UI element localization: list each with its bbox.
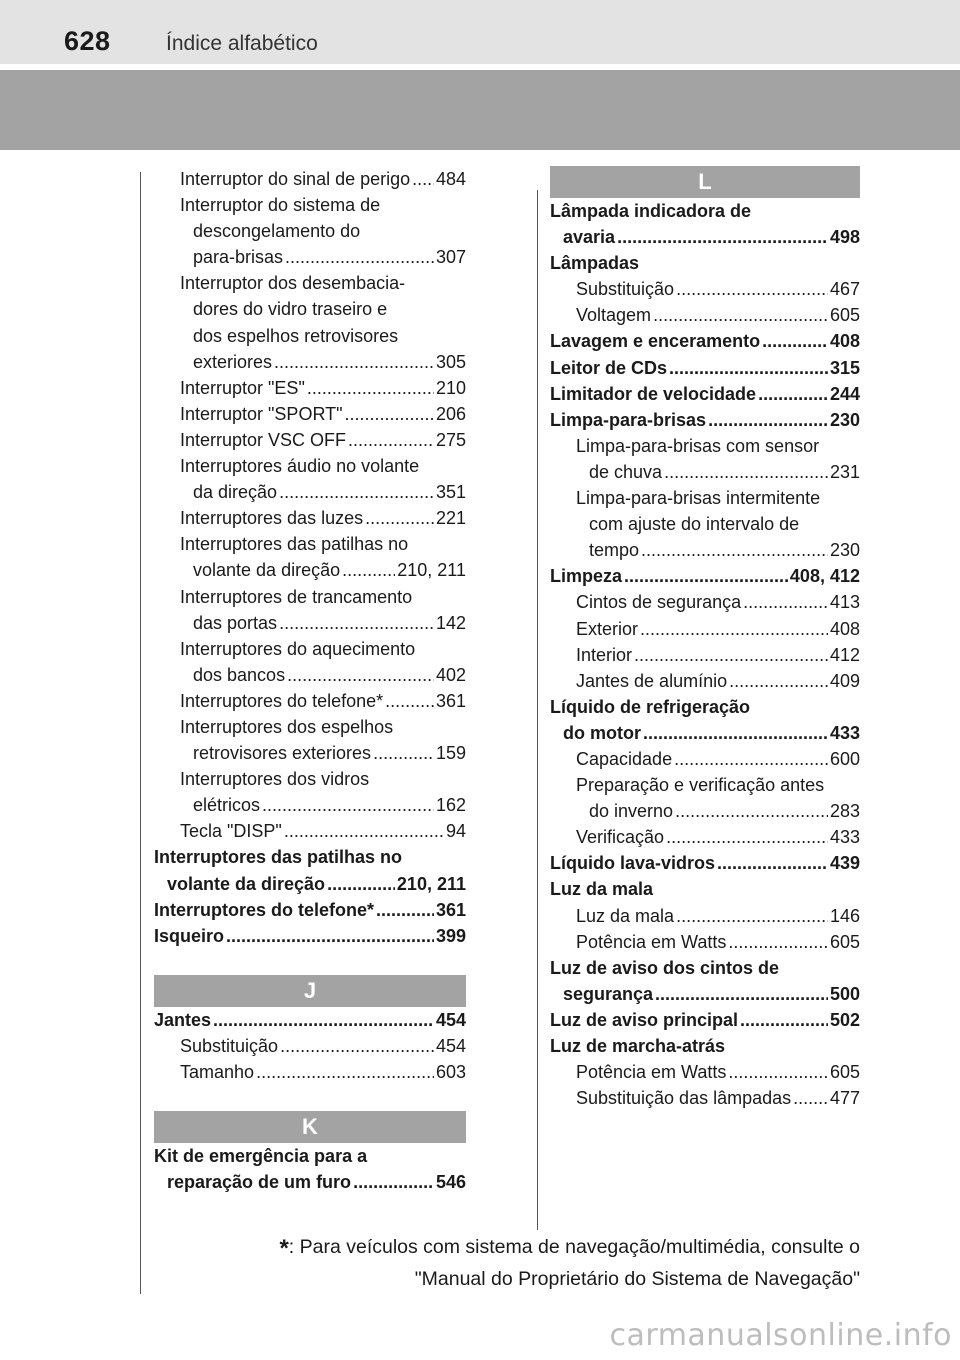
index-entry-text: para-brisas <box>193 247 284 268</box>
index-entry-text: Leitor de CDs <box>550 357 668 378</box>
index-heading-line: Preparação e verificação antes <box>576 775 825 796</box>
index-heading-line: Interruptores do aquecimento <box>180 638 416 659</box>
index-heading-line: Interruptor dos desembacia- <box>180 273 406 294</box>
page-title: Índice alfabético <box>166 32 318 55</box>
section-header-l: L <box>550 166 860 198</box>
index-entry-page: 439 <box>829 853 860 874</box>
index-entry <box>550 981 860 1007</box>
index-entry-text: Interruptores do telefone* <box>154 899 375 920</box>
index-entry-text: Tamanho <box>180 1062 255 1083</box>
index-entry-text: Substituição das lâmpadas <box>576 1088 792 1109</box>
index-entry-page: 484 <box>435 169 466 189</box>
index-entry-page: 210, 211 <box>396 873 466 894</box>
index-entry <box>154 244 466 270</box>
index-entry <box>154 923 466 949</box>
index-entry <box>550 1085 860 1111</box>
index-column-left <box>154 166 466 1195</box>
index-heading-line: dores do vidro traseiro e <box>193 299 388 320</box>
index-heading-line: Limpa-para-brisas com sensor <box>576 435 820 456</box>
index-entry-text: Interior <box>576 644 633 665</box>
index-heading-line: Kit de emergência para a <box>154 1146 368 1167</box>
dot-leader <box>641 537 828 563</box>
index-entry-page: 409 <box>829 670 860 691</box>
index-entry-text: volante da direção <box>193 560 341 581</box>
dot-leader <box>717 850 828 876</box>
index-entry-page: 413 <box>829 592 860 613</box>
index-entry-page: 498 <box>829 227 860 248</box>
dot-leader <box>213 1007 434 1033</box>
dot-leader <box>729 668 828 694</box>
dot-leader <box>307 375 434 401</box>
index-entry-text: tempo <box>589 540 640 561</box>
index-entry-page: 159 <box>435 743 466 764</box>
index-entry-page: 605 <box>829 931 860 952</box>
index-entry <box>550 328 860 354</box>
center-column-rule <box>537 190 538 1230</box>
dot-leader <box>285 244 434 270</box>
index-entry <box>550 537 860 563</box>
index-entry-text: avaria <box>563 227 616 248</box>
index-entry <box>154 818 466 844</box>
index-entry-text: Limpa-para-brisas <box>550 409 707 430</box>
dot-leader <box>758 381 828 407</box>
dot-leader <box>365 505 434 531</box>
dot-leader <box>740 1007 828 1033</box>
dot-leader <box>664 459 828 485</box>
index-entry-page: 230 <box>829 540 860 561</box>
index-heading-line: Limpa-para-brisas intermitente <box>576 488 821 509</box>
dot-leader <box>345 401 434 427</box>
index-entry <box>154 401 466 427</box>
index-entry-text: Interruptor "ES" <box>180 377 305 398</box>
index-column-right <box>550 166 860 1111</box>
index-entry-page: 307 <box>435 247 466 268</box>
dot-leader <box>728 929 828 955</box>
index-entry-page: 142 <box>435 612 466 633</box>
index-entry-page: 315 <box>829 357 860 378</box>
index-entry-text: Verificação <box>576 827 665 848</box>
dot-leader <box>640 616 828 642</box>
index-entry-page: 305 <box>435 351 466 372</box>
index-entry-page: 605 <box>829 1062 860 1083</box>
index-entry-page: 283 <box>829 801 860 822</box>
index-heading-line: Interruptor do sistema de <box>180 195 381 216</box>
index-heading-line: Interruptores das patilhas no <box>154 847 403 868</box>
dot-leader <box>353 1169 434 1195</box>
dot-leader <box>675 798 828 824</box>
index-entry-page: 402 <box>435 664 466 685</box>
watermark-text: carmanualsonline.info <box>609 1318 952 1353</box>
index-heading-line: com ajuste do intervalo de <box>589 514 800 535</box>
index-entry-page: 146 <box>829 905 860 926</box>
page-number: 628 <box>64 26 111 56</box>
index-entry-text: Substituição <box>576 279 675 300</box>
index-entry <box>550 276 860 302</box>
index-entry-text: Interruptor do sinal de perigo <box>180 169 411 189</box>
index-entry-text: Potência em Watts <box>576 931 727 952</box>
index-entry-page: 500 <box>829 983 860 1004</box>
index-entry-text: Voltagem <box>576 305 652 326</box>
index-entry-text: Jantes <box>154 1009 212 1030</box>
index-entry-text: Lavagem e enceramento <box>550 331 761 352</box>
index-entry <box>550 929 860 955</box>
index-entry-text: das portas <box>193 612 278 633</box>
index-entry-text: Interruptor VSC OFF <box>180 429 347 450</box>
section-spacer <box>154 1085 466 1111</box>
dot-leader <box>617 224 828 250</box>
index-entry-page: 275 <box>435 429 466 450</box>
index-entry-page: 467 <box>829 279 860 300</box>
index-entry-text: volante da direção <box>167 873 326 894</box>
index-entry-page: 408 <box>829 618 860 639</box>
index-entry <box>550 616 860 642</box>
section-spacer <box>154 949 466 975</box>
index-entry-text: Limpeza <box>550 566 623 587</box>
index-entry <box>154 688 466 714</box>
index-entry-text: Potência em Watts <box>576 1062 727 1083</box>
index-entry <box>550 824 860 850</box>
index-entry-page: 412 <box>829 644 860 665</box>
index-heading-line: dos espelhos retrovisores <box>193 325 399 346</box>
index-entry-page: 502 <box>829 1009 860 1030</box>
index-entry <box>154 166 466 192</box>
index-entry <box>550 302 860 328</box>
index-entry <box>550 668 860 694</box>
index-heading-line: Luz da mala <box>550 879 654 900</box>
index-entry <box>154 871 466 897</box>
index-entry <box>550 642 860 668</box>
index-entry-text: da direção <box>193 482 278 503</box>
index-entry-text: Tecla "DISP" <box>180 821 282 842</box>
page-header <box>0 0 960 64</box>
index-entry-text: de chuva <box>589 461 663 482</box>
dot-leader <box>226 923 434 949</box>
index-entry-text: Interruptor "SPORT" <box>180 403 343 424</box>
index-entry <box>550 381 860 407</box>
dot-leader <box>655 981 828 1007</box>
dot-leader <box>676 276 828 302</box>
index-entry-page: 433 <box>829 827 860 848</box>
index-heading-line: Lâmpada indicadora de <box>550 201 752 221</box>
footnote-line-2: "Manual do Proprietário do Sistema de Navegação" <box>414 1268 860 1290</box>
index-entry-page: 408, 412 <box>789 566 860 587</box>
index-entry-page: 454 <box>435 1036 466 1056</box>
index-entry <box>154 375 466 401</box>
index-entry <box>154 610 466 636</box>
index-entry-text: reparação de um furo <box>167 1172 352 1193</box>
index-entry <box>154 740 466 766</box>
footnote-asterisk: * <box>279 1235 289 1262</box>
dot-leader <box>793 1085 828 1111</box>
index-entry <box>550 798 860 824</box>
dot-leader <box>669 355 828 381</box>
dot-leader <box>262 792 434 818</box>
index-heading-line: Interruptores dos vidros <box>180 769 370 790</box>
index-entry <box>154 1007 466 1033</box>
index-entry <box>154 662 466 688</box>
header-banner <box>0 70 960 150</box>
index-entry-text: segurança <box>563 983 654 1004</box>
index-entry-text: Interruptores das luzes <box>180 508 364 529</box>
dot-leader <box>327 871 395 897</box>
dot-leader <box>728 1059 828 1085</box>
section-header-k: K <box>154 1111 466 1143</box>
dot-leader <box>674 746 828 772</box>
index-entry-text: Interruptores do telefone* <box>180 690 384 711</box>
index-entry-text: exteriores <box>193 351 273 372</box>
left-column-rule <box>140 172 141 1294</box>
index-heading-line: Interruptores de trancamento <box>180 586 413 607</box>
dot-leader <box>373 740 434 766</box>
index-entry-text: Cintos de segurança <box>576 592 742 613</box>
section-header-j: J <box>154 975 466 1007</box>
index-entry-page: 210, 211 <box>397 560 466 581</box>
dot-leader <box>284 818 444 844</box>
index-entry-text: Exterior <box>576 618 639 639</box>
index-entry <box>550 850 860 876</box>
index-entry-text: Isqueiro <box>154 925 225 946</box>
index-entry-text: Líquido lava-vidros <box>550 853 716 874</box>
index-heading-line: descongelamento do <box>193 221 361 242</box>
index-entry-text: retrovisores exteriores <box>193 743 372 764</box>
index-entry-page: 600 <box>829 748 860 769</box>
dot-leader <box>412 166 434 192</box>
index-entry-page: 433 <box>829 722 860 743</box>
index-entry-page: 162 <box>435 795 466 816</box>
index-entry <box>550 355 860 381</box>
index-entry-text: Limitador de velocidade <box>550 383 757 404</box>
index-entry <box>550 563 860 589</box>
dot-leader <box>743 589 828 615</box>
index-entry-page: 454 <box>435 1009 466 1030</box>
dot-leader <box>287 662 434 688</box>
index-entry-page: 361 <box>435 690 466 711</box>
index-entry-text: do inverno <box>589 801 674 822</box>
index-entry <box>550 589 860 615</box>
dot-leader <box>676 903 828 929</box>
index-entry-text: do motor <box>563 722 641 743</box>
index-entry-page: 94 <box>445 821 466 842</box>
index-entry-page: 477 <box>829 1088 860 1109</box>
dot-leader <box>279 610 434 636</box>
index-heading-line: Interruptores dos espelhos <box>180 716 394 737</box>
index-entry <box>154 792 466 818</box>
index-entry <box>154 505 466 531</box>
dot-leader <box>279 479 434 505</box>
index-entry <box>154 897 466 923</box>
index-entry <box>550 1059 860 1085</box>
index-heading-line: Lâmpadas <box>550 253 640 274</box>
index-entry <box>550 903 860 929</box>
dot-leader <box>762 328 828 354</box>
dot-leader <box>280 1033 434 1059</box>
index-entry-page: 605 <box>829 305 860 326</box>
index-entry-text: elétricos <box>193 795 261 816</box>
index-entry-text: Capacidade <box>576 748 673 769</box>
footnote-line-1: : Para veículos com sistema de navegação/multimédia, consulte o <box>288 1236 860 1258</box>
index-entry-page: 361 <box>435 899 466 920</box>
index-entry <box>154 1169 466 1195</box>
index-entry <box>154 349 466 375</box>
dot-leader <box>385 688 434 714</box>
index-entry-text: dos bancos <box>193 664 286 685</box>
index-heading-line: Interruptores das patilhas no <box>180 534 409 555</box>
dot-leader <box>634 642 828 668</box>
index-entry-page: 603 <box>435 1062 466 1083</box>
index-heading-line: Luz de marcha-atrás <box>550 1036 726 1056</box>
index-entry-text: Jantes de alumínio <box>576 670 728 691</box>
index-entry <box>154 1033 466 1059</box>
dot-leader <box>274 349 434 375</box>
dot-leader <box>653 302 828 328</box>
dot-leader <box>624 563 788 589</box>
index-entry <box>550 224 860 250</box>
index-entry-page: 206 <box>435 403 466 424</box>
footnote <box>154 1232 860 1294</box>
dot-leader <box>342 557 395 583</box>
index-entry <box>550 459 860 485</box>
index-entry <box>550 746 860 772</box>
dot-leader <box>376 897 434 923</box>
watermark <box>0 1318 960 1360</box>
index-entry <box>154 557 466 583</box>
index-heading-line: Líquido de refrigeração <box>550 696 751 717</box>
dot-leader <box>643 720 828 746</box>
index-entry <box>550 1007 860 1033</box>
dot-leader <box>256 1059 434 1085</box>
index-entry-page: 230 <box>829 409 860 430</box>
index-entry <box>154 427 466 453</box>
index-entry-page: 244 <box>829 383 860 404</box>
index-entry-page: 546 <box>435 1172 466 1193</box>
index-entry-text: Substituição <box>180 1036 279 1056</box>
dot-leader <box>348 427 434 453</box>
index-entry-page: 231 <box>829 461 860 482</box>
index-entry-page: 408 <box>829 331 860 352</box>
dot-leader <box>666 824 828 850</box>
index-entry-page: 351 <box>435 482 466 503</box>
index-entry-text: Luz da mala <box>576 905 675 926</box>
index-entry <box>550 720 860 746</box>
index-entry <box>154 1059 466 1085</box>
index-entry-text: Luz de aviso principal <box>550 1009 739 1030</box>
index-entry-page: 221 <box>435 508 466 529</box>
index-entry <box>154 479 466 505</box>
dot-leader <box>708 407 828 433</box>
index-entry-page: 399 <box>435 925 466 946</box>
index-heading-line: Interruptores áudio no volante <box>180 456 420 477</box>
index-entry <box>550 407 860 433</box>
index-entry-page: 210 <box>435 377 466 398</box>
index-heading-line: Luz de aviso dos cintos de <box>550 957 780 978</box>
